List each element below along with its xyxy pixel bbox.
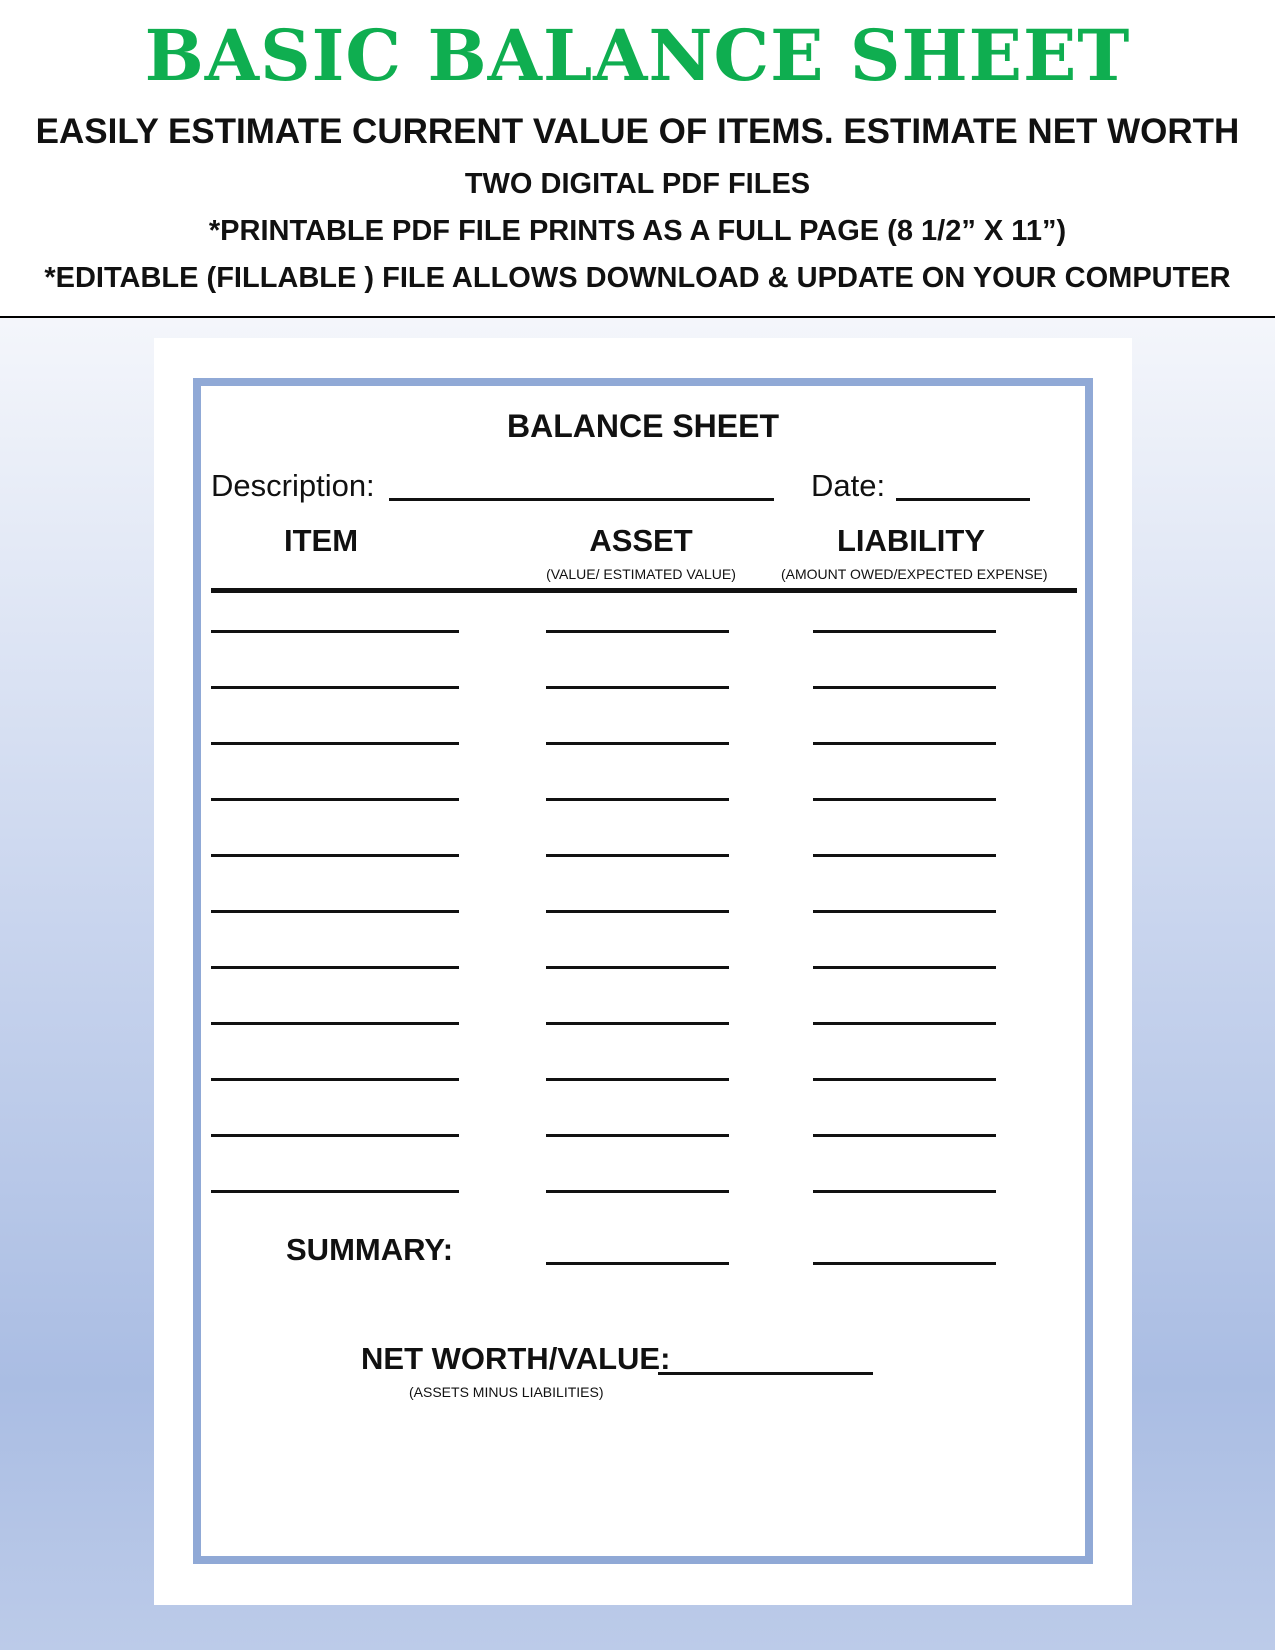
summary-asset-field[interactable] xyxy=(546,1262,729,1265)
header-banner xyxy=(0,0,1275,318)
item-field[interactable] xyxy=(211,966,459,969)
asset-field[interactable] xyxy=(546,742,729,745)
item-field[interactable] xyxy=(211,798,459,801)
asset-field[interactable] xyxy=(546,630,729,633)
main-title: BASIC BALANCE SHEET xyxy=(144,14,1131,97)
item-field[interactable] xyxy=(211,854,459,857)
net-worth-field[interactable] xyxy=(658,1372,873,1375)
asset-field[interactable] xyxy=(546,1022,729,1025)
column-note-liability: (AMOUNT OWED/EXPECTED EXPENSE) xyxy=(781,566,1048,582)
asset-field[interactable] xyxy=(546,910,729,913)
asset-field[interactable] xyxy=(546,966,729,969)
asset-field[interactable] xyxy=(546,1190,729,1193)
subtitle-line-4: *EDITABLE (FILLABLE ) FILE ALLOWS DOWNLOAD & UPDATE ON YOUR COMPUTER xyxy=(44,262,1231,294)
subtitle-line-3: *PRINTABLE PDF FILE PRINTS AS A FULL PAGE (8 1/2” X 11”) xyxy=(208,215,1067,247)
subtitle-line-1: EASILY ESTIMATE CURRENT VALUE OF ITEMS. ESTIMATE NET WORTH xyxy=(35,112,1240,151)
liability-field[interactable] xyxy=(813,1190,996,1193)
liability-field[interactable] xyxy=(813,1022,996,1025)
liability-field[interactable] xyxy=(813,630,996,633)
column-header-asset: ASSET xyxy=(589,523,693,558)
item-field[interactable] xyxy=(211,630,459,633)
liability-field[interactable] xyxy=(813,742,996,745)
column-note-asset: (VALUE/ ESTIMATED VALUE) xyxy=(546,566,736,582)
item-field[interactable] xyxy=(211,910,459,913)
column-header-liability: LIABILITY xyxy=(836,523,986,558)
entry-rows xyxy=(201,386,1085,1556)
description-label: Description: xyxy=(211,468,375,503)
asset-field[interactable] xyxy=(546,1078,729,1081)
column-header-item: ITEM xyxy=(283,523,359,558)
liability-field[interactable] xyxy=(813,1078,996,1081)
asset-field[interactable] xyxy=(546,1134,729,1137)
liability-field[interactable] xyxy=(813,1134,996,1137)
net-worth-label: NET WORTH/VALUE: xyxy=(361,1341,671,1376)
item-field[interactable] xyxy=(211,742,459,745)
liability-field[interactable] xyxy=(813,910,996,913)
asset-field[interactable] xyxy=(546,854,729,857)
asset-field[interactable] xyxy=(546,798,729,801)
liability-field[interactable] xyxy=(813,686,996,689)
liability-field[interactable] xyxy=(813,854,996,857)
net-worth-note: (ASSETS MINUS LIABILITIES) xyxy=(409,1384,604,1400)
item-field[interactable] xyxy=(211,1022,459,1025)
item-field[interactable] xyxy=(211,1134,459,1137)
sheet-title: BALANCE SHEET xyxy=(506,408,779,444)
asset-field[interactable] xyxy=(546,686,729,689)
item-field[interactable] xyxy=(211,686,459,689)
balance-sheet-form xyxy=(193,378,1093,1564)
subtitle-line-2: TWO DIGITAL PDF FILES xyxy=(464,168,811,200)
liability-field[interactable] xyxy=(813,798,996,801)
summary-label: SUMMARY: xyxy=(286,1232,454,1267)
item-field[interactable] xyxy=(211,1078,459,1081)
liability-field[interactable] xyxy=(813,966,996,969)
summary-liability-field[interactable] xyxy=(813,1262,996,1265)
date-label: Date: xyxy=(811,468,886,503)
item-field[interactable] xyxy=(211,1190,459,1193)
